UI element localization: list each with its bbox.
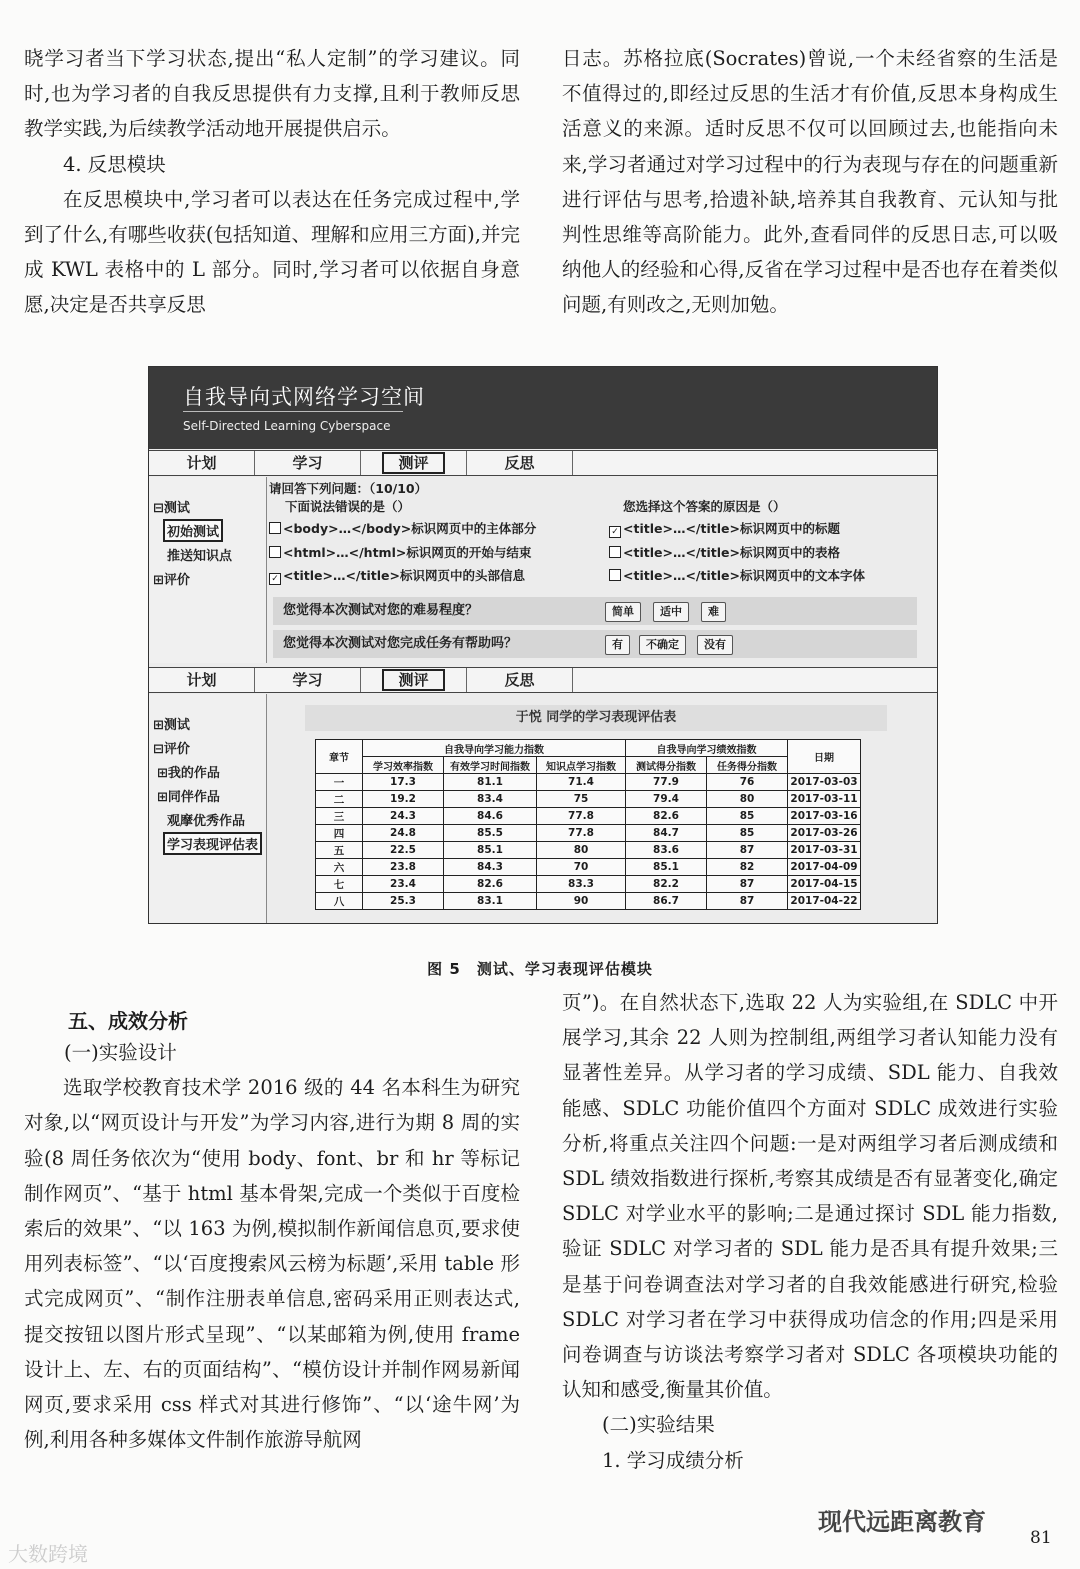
question-text: 下面说法错误的是（） (285, 499, 411, 514)
table-cell: 83.1 (444, 893, 537, 910)
table-cell: 82.6 (444, 876, 537, 893)
easy-button[interactable]: 简单 (605, 602, 641, 622)
table-cell: 84.3 (444, 859, 537, 876)
sidebar-item-test[interactable]: ⊞测试 (153, 718, 190, 733)
table-cell: 82.6 (626, 808, 707, 825)
table-cell: 五 (316, 842, 363, 859)
table-row (316, 825, 861, 842)
app-subtitle: Self-Directed Learning Cyberspace (183, 419, 391, 433)
paragraph: 日志。苏格拉底(Socrates)曾说,一个未经省察的生活是不值得过的,即经过反思的生活才有价值,反思本身构成生活意义的来源。适时反思不仅可以回顾过去,也能指向未来,学习者通过对学习过程中的行为表现与存在的问题重新进行评估与思考,拾遗补缺,培养其自我教育、元认知与批判性思维等高阶能力。此外,查看同伴的反思日志,可以吸纳他人的经验和心得,反省在学习过程中是否也存在着类似问题,有则改之,无则加勉。 (562, 47, 1058, 317)
nav-tabs-top (149, 450, 937, 476)
watermark: 现代远距离教育 (818, 1508, 986, 1536)
table-cell: 2017-04-15 (788, 876, 861, 893)
table-row (316, 808, 861, 825)
table-cell: 82 (707, 859, 788, 876)
table-cell: 80 (707, 791, 788, 808)
helpful-question: 您觉得本次测试对您完成任务有帮助吗？ (283, 636, 518, 651)
table-cell: 85.1 (444, 842, 537, 859)
table-cell: 2017-04-09 (788, 859, 861, 876)
group-header: 自我导向学习能力指数 (363, 740, 626, 757)
nav-tabs-bottom (149, 667, 937, 693)
table-cell: 25.3 (363, 893, 444, 910)
tab-plan[interactable]: 计划 (149, 451, 255, 475)
subsection-heading: (一)实验设计 (64, 1041, 177, 1064)
col-header: 学习效率指数 (363, 757, 444, 774)
tab-learn[interactable]: 学习 (255, 451, 361, 475)
difficulty-row (273, 597, 917, 625)
sidebar-bottom (149, 694, 267, 923)
table-cell: 77.9 (626, 774, 707, 791)
checkbox[interactable] (269, 546, 281, 558)
table-cell: 2017-03-03 (788, 774, 861, 791)
table-cell: 八 (316, 893, 363, 910)
table-cell: 85 (707, 825, 788, 842)
checkbox[interactable] (609, 546, 621, 558)
yes-button[interactable]: 有 (605, 635, 630, 655)
hard-button[interactable]: 难 (701, 602, 726, 622)
table-cell: 2017-03-26 (788, 825, 861, 842)
table-cell: 23.8 (363, 859, 444, 876)
table-cell: 82.2 (626, 876, 707, 893)
table-cell: 24.8 (363, 825, 444, 842)
paragraph: 晓学习者当下学习状态,提出“私人定制”的学习建议。同时,也为学习者的自我反思提供有力支撑,且利于教师反思教学实践,为后续教学活动地开展提供启示。 (24, 47, 520, 141)
table-cell: 75 (537, 791, 626, 808)
table-cell: 四 (316, 825, 363, 842)
title-divider (183, 411, 403, 412)
table-cell: 87 (707, 893, 788, 910)
sidebar-item-evaluate[interactable]: ⊞评价 (153, 573, 190, 588)
table-cell: 87 (707, 842, 788, 859)
col-header: 测试得分指数 (626, 757, 707, 774)
table-cell: 七 (316, 876, 363, 893)
table-cell: 三 (316, 808, 363, 825)
helpful-row (273, 630, 917, 658)
checkbox-checked[interactable]: ✓ (609, 526, 621, 538)
table-cell: 22.5 (363, 842, 444, 859)
app-header (149, 367, 937, 449)
table-row (316, 893, 861, 910)
table-cell: 90 (537, 893, 626, 910)
performance-table (315, 739, 861, 910)
top-left-column (24, 41, 520, 323)
col-header: 章节 (316, 740, 363, 774)
table-cell: 79.4 (626, 791, 707, 808)
sidebar-item-evaluate[interactable]: ⊟评价 (153, 742, 190, 757)
checkbox[interactable] (269, 522, 281, 534)
option-1[interactable]: <body>…</body>标识网页中的主体部分 (269, 519, 536, 537)
table-cell: 80 (537, 842, 626, 859)
table-row (316, 876, 861, 893)
table-cell: 83.4 (444, 791, 537, 808)
table-row (316, 791, 861, 808)
sidebar-item-my-works[interactable]: ⊞我的作品 (157, 766, 220, 781)
sidebar-item-test[interactable]: ⊟测试 (153, 501, 190, 516)
table-cell: 17.3 (363, 774, 444, 791)
sidebar-top (149, 477, 267, 663)
sidebar-item-excellent-works[interactable]: 观摩优秀作品 (167, 814, 246, 829)
tab-assess[interactable]: 测评 (361, 668, 467, 692)
paragraph: 在反思模块中,学习者可以表达在任务完成过程中,学到了什么,有哪些收获(包括知道、理解和应用三方面),并完成 KWL 表格中的 L 部分。同时,学习者可以依据自身意愿,决定是否共享反思 (24, 187, 520, 317)
checkbox[interactable] (609, 569, 621, 581)
table-cell: 85 (707, 808, 788, 825)
section-heading: 五、成效分析 (68, 1009, 188, 1033)
table-row (316, 842, 861, 859)
figure-caption: 图 5 测试、学习表现评估模块 (427, 960, 653, 978)
table-cell: 2017-03-31 (788, 842, 861, 859)
reason-question: 您选择这个答案的原因是（） (623, 499, 786, 514)
table-row (316, 774, 861, 791)
reason-2[interactable]: <title>…</title>标识网页中的表格 (609, 543, 840, 561)
figure-screenshot (148, 366, 938, 924)
table-cell: 2017-04-22 (788, 893, 861, 910)
option-3[interactable]: ✓ <title>…</title>标识网页中的头部信息 (269, 566, 525, 585)
tab-reflect[interactable]: 反思 (467, 451, 573, 475)
reason-1[interactable]: ✓ <title>…</title>标识网页中的标题 (609, 519, 840, 538)
table-cell: 84.6 (444, 808, 537, 825)
table-cell: 70 (537, 859, 626, 876)
sidebar-item-push-knowledge[interactable]: 推送知识点 (167, 549, 233, 564)
table-cell: 23.4 (363, 876, 444, 893)
table-cell: 85.1 (626, 859, 707, 876)
table-cell: 76 (707, 774, 788, 791)
table-cell: 83.6 (626, 842, 707, 859)
paragraph: 页”)。在自然状态下,选取 22 人为实验组,在 SDLC 中开展学习,其余 22 人则为控制组,两组学习者认知能力没有显著性差异。从学习者的学习成绩、SDL 能力、自我效能感、SDLC 功能价值四个方面对 SDLC 成效进行实验分析,将重点关注四个问题:一是对两组学习者后测成绩和 SDL 绩效指数进行探析,考察其成绩是否有显著变化,确定 SDLC 对学业水平的影响;二是通过探讨 SDL 能力指数,验证 SDLC 对学习者的 SDL 能力是否具有提升效果;三是基于问卷调查法对学习者的自我效能感进行研究,检验 SDLC 对学习者在学习中获得成功信念的作用;四是采用问卷调查与访谈法考察学习者对 SDLC 各项模块功能的认知和感受,衡量其价值。 (562, 991, 1058, 1402)
difficulty-question: 您觉得本次测试对您的难易程度？ (283, 603, 479, 618)
col-header: 日期 (788, 740, 861, 774)
table-cell: 85.5 (444, 825, 537, 842)
top-right-column (562, 41, 1058, 323)
bottom-right-column (562, 985, 1058, 1478)
bottom-left-column (24, 1007, 520, 1457)
question-prompt: 请回答下列问题：（10/10） (269, 481, 428, 496)
sidebar-item-initial-test[interactable]: 初始测试 (163, 519, 223, 542)
table-cell: 二 (316, 791, 363, 808)
no-button[interactable]: 没有 (697, 635, 733, 655)
reason-3[interactable]: <title>…</title>标识网页中的文本字体 (609, 566, 865, 584)
group-header: 自我导向学习绩效指数 (626, 740, 788, 757)
checkbox-checked[interactable]: ✓ (269, 573, 281, 585)
subsection-heading: 1. 学习成绩分析 (602, 1448, 744, 1472)
table-cell: 六 (316, 859, 363, 876)
watermark-corner: 大数跨境 (8, 1542, 88, 1566)
table-cell: 77.8 (537, 825, 626, 842)
table-cell: 77.8 (537, 808, 626, 825)
table-title: 于悦 同学的学习表现评估表 (305, 705, 887, 731)
page-number: 81 (1030, 1528, 1052, 1548)
table-cell: 83.3 (537, 876, 626, 893)
table-cell: 81.1 (444, 774, 537, 791)
sidebar-item-peer-works[interactable]: ⊞同伴作品 (157, 790, 220, 805)
tab-assess[interactable]: 测评 (361, 451, 467, 475)
col-header: 任务得分指数 (707, 757, 788, 774)
col-header: 知识点学习指数 (537, 757, 626, 774)
table-cell: 84.7 (626, 825, 707, 842)
section-heading: 4. 反思模块 (63, 152, 166, 176)
tab-reflect[interactable]: 反思 (467, 668, 573, 692)
col-header: 有效学习时间指数 (444, 757, 537, 774)
table-cell: 19.2 (363, 791, 444, 808)
app-title: 自我导向式网络学习空间 (183, 385, 425, 409)
table-cell: 24.3 (363, 808, 444, 825)
table-cell: 2017-03-11 (788, 791, 861, 808)
tab-plan[interactable]: 计划 (149, 668, 255, 692)
medium-button[interactable]: 适中 (653, 602, 689, 622)
tab-learn[interactable]: 学习 (255, 668, 361, 692)
subsection-heading: (二)实验结果 (602, 1413, 715, 1437)
sidebar-item-performance-table[interactable]: 学习表现评估表 (163, 832, 262, 855)
table-cell: 71.4 (537, 774, 626, 791)
table-cell: 一 (316, 774, 363, 791)
table-cell: 86.7 (626, 893, 707, 910)
option-2[interactable]: <html>…</html>标识网页的开始与结束 (269, 543, 531, 561)
paragraph: 选取学校教育技术学 2016 级的 44 名本科生为研究对象,以“网页设计与开发”为学习内容,进行为期 8 周的实验(8 周任务依次为“使用 body、font、br 和 hr 等标记制作网页”、“基于 html 基本骨架,完成一个类似于百度检索后的效果”、“以 163 为例,模拟制作新闻信息页,要求使用列表标签”、“以‘百度搜索风云榜为标题’,采用 table 形式完成网页”、“制作注册表单信息,密码采用正则表达式,提交按钮以图片形式呈现”、“以某邮箱为例,使用 frame 设计上、左、右的页面结构”、“模仿设计并制作网易新闻网页,要求采用 css 样式对其进行修饰”、“以‘途牛网’为例,利用各种多媒体文件制作旅游导航网 (24, 1076, 520, 1452)
table-cell: 87 (707, 876, 788, 893)
table-row (316, 859, 861, 876)
table-cell: 2017-03-16 (788, 808, 861, 825)
unsure-button[interactable]: 不确定 (639, 635, 686, 655)
